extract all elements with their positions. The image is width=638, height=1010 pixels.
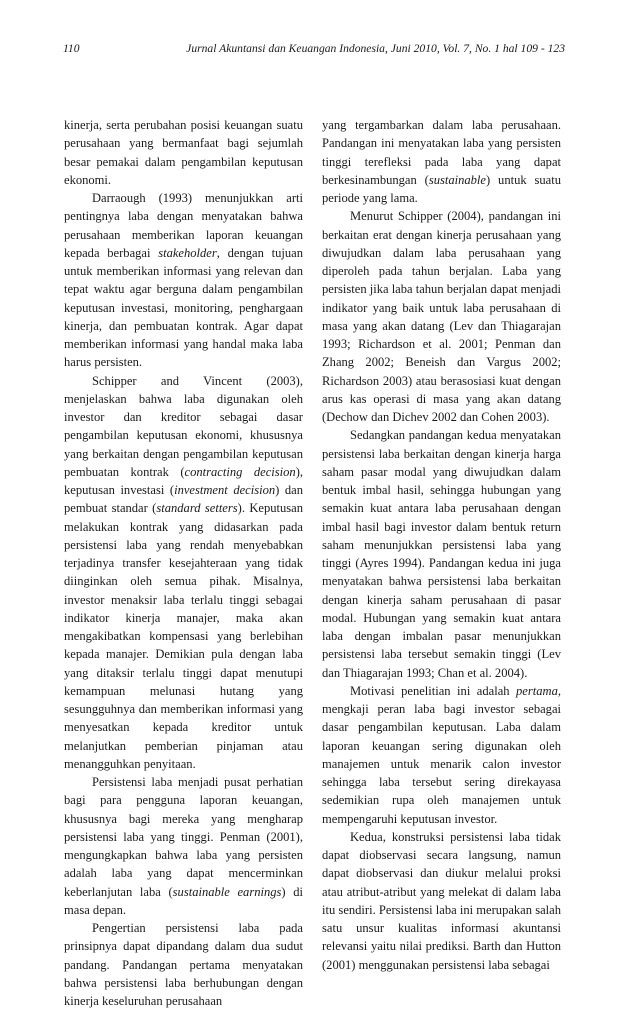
paragraph: Persistensi laba menjadi pusat perhatian bagi para pengguna laporan keuangan, khususnya bagi mereka yang mengharap persistensi laba yang tinggi. Penman (2001), mengungkapkan bahwa laba yang persisten adalah laba yang dapat mencerminkan keberlanjutan laba (sustainable earnings) di masa depan. (64, 775, 303, 917)
italic-term: sustainable (428, 172, 486, 187)
journal-citation: Jurnal Akuntansi dan Keuangan Indonesia, Juni 2010, Vol. 7, No. 1 hal 109 - 123 (186, 42, 565, 55)
italic-term: pertama (516, 683, 558, 698)
left-column (64, 116, 303, 1010)
italic-term: sustainable earnings (172, 884, 282, 899)
page-number: 110 (63, 42, 80, 55)
paragraph: yang tergambarkan dalam laba perusahaan. Pandangan ini menyatakan laba yang persisten tinggi terefleksi pada laba yang dapat berkesinambungan (sustainable) untuk suatu periode yang lama. (322, 118, 561, 205)
running-header (63, 42, 565, 60)
paragraph: Sedangkan pandangan kedua menyatakan persistensi laba berkaitan dengan kinerja harga saham pasar modal yang diwujudkan dalam bentuk imbal hasil, sehingga hubungan yang semakin kuat antara laba perusahaan dengan imbal hasil bagi investor dalam bentuk return saham menunjukkan persistensi laba yang tinggi (Ayres 1994). Pandangan kedua ini juga menyatakan bahwa persistensi laba berkaitan dengan kinerja saham perusahaan di pasar modal. Hubungan yang semakin kuat antara laba dengan imbalan pasar menunjukkan persistensi laba tersebut semakin tinggi (Lev dan Thiagarajan 1993; Chan et al. 2004). (322, 428, 561, 680)
italic-term: investment decision (174, 483, 276, 497)
paragraph: kinerja, serta perubahan posisi keuangan suatu perusahaan yang bermanfaat bagi sejumlah besar pemakai dalam pengambilan keputusan ekonomi. (64, 118, 303, 187)
italic-term: stakeholder (158, 245, 217, 260)
paragraph: Schipper and Vincent (2003), menjelaskan bahwa laba digunakan oleh investor dan kreditor sebagai dasar pengambilan keputusan ekonomi, khususnya yang berkaitan dengan pengambilan keputusan pembuatan kontrak (contracting decision), keputusan investasi (investment decision) dan pembuat standar (standard setters). Keputusan melakukan kontrak yang didasarkan pada persistensi laba yang rendah menyebabkan terjadinya transfer kesejahteraan yang tidak diinginkan oleh semua pihak. Misalnya, investor menaksir laba terlalu tinggi sebagai indikator kinerja manajer, maka akan mengakibatkan kompensasi yang berlebihan kepada manajer. Demikian pula dengan laba yang ditaksir terlalu tinggi dapat menutupi kemampuan melunasi hutang yang sesungguhnya dan memberikan informasi yang menyesatkan kepada kreditor untuk melanjutkan pemberian pinjaman atau menangguhkan penyitaan. (64, 373, 304, 771)
italic-term: contracting decision (184, 464, 296, 479)
paragraph: Kedua, konstruksi persistensi laba tidak dapat diobservasi secara langsung, namun dapat diobservasi dan diukur melalui proksi atau atribut-atribut yang melekat di dalam laba itu sendiri. Persistensi laba ini merupakan salah satu unsur kualitas informasi akuntansi relevansi yaitu nilai prediksi. Barth dan Hutton (2001) menggunakan persistensi laba sebagai (322, 829, 561, 972)
paragraph: Darraough (1993) menunjukkan arti pentingnya laba dengan menyatakan bahwa perusahaan memberikan laporan keuangan kepada berbagai stakeholder, dengan tujuan untuk memberikan informasi yang relevan dan tepat waktu agar berguna dalam pengambilan keputusan investasi, monitoring, penghargaan kinerja, dan pembuatan kontrak. Agar dapat memberikan informasi yang handal maka laba harus persisten. (64, 191, 303, 370)
italic-term: standard setters (156, 501, 238, 516)
paragraph: Pengertian persistensi laba pada prinsipnya dapat dipandang dalam dua sudut pandang. Pandangan pertama menyatakan bahwa persistensi laba berhubungan dengan kinerja keseluruhan perusahaan (64, 921, 303, 1008)
paragraph: Motivasi penelitian ini adalah pertama, mengkaji peran laba bagi investor sebagai dasar pengambilan keputusan. Laba dalam laporan keuangan sering digunakan oleh manajemen untuk menarik calon investor sehingga laba tersebut sering direkayasa sedemikian rupa oleh manajemen untuk mempengaruhi keputusan investor. (322, 683, 561, 826)
paragraph: Menurut Schipper (2004), pandangan ini berkaitan erat dengan kinerja perusahaan yang diwujudkan dalam laba perusahaan yang diperoleh pada tahun berjalan. Laba yang persisten jika laba tahun berjalan dapat menjadi indikator yang baik untuk laba perusahaan di masa yang akan datang (Lev dan Thiagarajan 1993; Richardson et al. 2001; Penman dan Zhang 2002; Beneish dan Vargus 2002; Richardson 2003) atau berasosiasi kuat dengan arus kas operasi di masa yang akan datang (Dechow dan Dichev 2002 dan Cohen 2003). (322, 209, 561, 424)
right-column (322, 116, 561, 974)
